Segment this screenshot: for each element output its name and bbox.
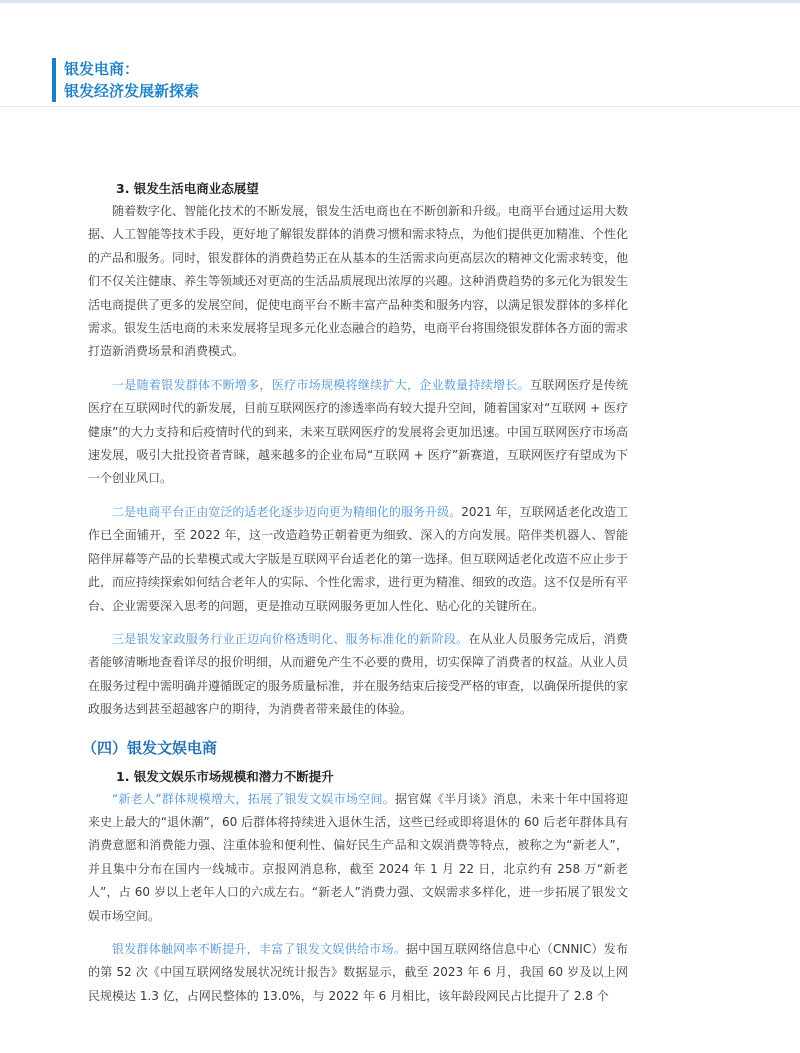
section4-subheading: 1. 银发文娱乐市场规模和潜力不断提升	[116, 768, 334, 784]
page-header	[52, 58, 199, 102]
header-divider	[0, 106, 800, 107]
section3-paragraph-2	[88, 374, 628, 491]
paragraph-body: 互联网医疗是传统医疗在互联网时代的新发展，目前互联网医疗的渗透率尚有较大提升空间，随着国家对“互联网 + 医疗健康”的大力支持和后疫情时代的到来，未来互联网医疗的发展将会更加迅速。中国互联网医疗市场高速发展，吸引大批投资者青睐，越来越多的企业布局“互联网 + 医疗”新赛道，互联网医疗有望成为下一个创业风口。	[88, 377, 628, 486]
paragraph-lead: 二是电商平台正由宽泛的适老化逐步迈向更为精细化的服务升级。	[112, 504, 462, 519]
section3-paragraph-1: 随着数字化、智能化技术的不断发展，银发生活电商也在不断创新和升级。电商平台通过运用大数据、人工智能等技术手段，更好地了解银发群体的消费习惯和需求特点，为他们提供更加精准、个性化的产品和服务。同时，银发群体的消费趋势正在从基本的生活需求向更高层次的精神文化需求转变，他们不仅关注健康、养生等领域还对更高的生活品质展现出浓厚的兴趣。这种消费趋势的多元化为银发生活电商提供了更多的发展空间，促使电商平台不断丰富产品种类和服务内容，以满足银发群体的多样化需求。银发生活电商的未来发展将呈现多元化业态融合的趋势，电商平台将围绕银发群体各方面的需求打造新消费场景和消费模式。	[88, 204, 629, 359]
paragraph-body: 据官媒《半月谈》消息，未来十年中国将迎来史上最大的“退休潮”，60 后群体将持续进入退休生活，这些已经或即将退休的 60 后老年群体具有消费意愿和消费能力强、注重体验和便利性、偏好民生产品和文娱消费等特点，被称之为“新老人”，并且集中分布在国内一线城市。京报网消息称，截至 2024 年 1 月 22 日，北京约有 258 万“新老人”，占 60 岁以上老年人口的六成左右。“新老人”消费力强、文娱需求多样化，进一步拓展了银发文娱市场空间。	[88, 791, 628, 923]
section4-paragraph-2	[88, 938, 628, 1008]
paragraph-lead: 银发群体触网率不断提升，丰富了银发文娱供给市场。	[112, 941, 406, 956]
section3-heading: 3. 银发生活电商业态展望	[116, 181, 259, 196]
top-border	[0, 0, 800, 3]
header-title-line2: 银发经济发展新探索	[64, 82, 200, 100]
section4-heading: （四）银发文娱电商	[82, 738, 218, 757]
article-body	[82, 178, 629, 1008]
paragraph-body: 在从业人员服务完成后，消费者能够清晰地查看详尽的报价明细，从而避免产生不必要的费用，切实保障了消费者的权益。从业人员在服务过程中需明确并遵循既定的服务质量标准，并在服务结束后接受严格的审查，以确保所提供的家政服务达到甚至超越客户的期待，为消费者带来最佳的体验。	[88, 631, 629, 717]
paragraph-lead: 一是随着银发群体不断增多，医疗市场规模将继续扩大，企业数量持续增长。	[112, 377, 530, 392]
paragraph-lead: 三是银发家政服务行业正迈向价格透明化、服务标准化的新阶段。	[112, 631, 469, 646]
paragraph-body: 据中国互联网络信息中心（CNNIC）发布的第 52 次《中国互联网络发展状况统计报告》数据显示，截至 2023 年 6 月，我国 60 岁及以上网民规模达 1.3 亿，占网民整体的 13.0%，与 2022 年 6 月相比，该年龄段网民占比提升了 2.8 个	[88, 941, 628, 1003]
section3-paragraph-4	[88, 628, 628, 722]
header-title-line1: 银发电商：	[64, 60, 140, 78]
paragraph-lead: “新老人”群体规模增大，拓展了银发文娱市场空间。	[112, 791, 396, 806]
paragraph-body: 2021 年，互联网适老化改造工作已全面铺开，至 2022 年，这一改造趋势正朝着更为细致、深入的方向发展。陪伴类机器人、智能陪伴屏幕等产品的长辈模式或大字版是互联网平台适老化的第一选择。但互联网适老化改造不应止步于此，而应持续探索如何结合老年人的实际、个性化需求，进行更为精准、细致的改造。这不仅是所有平台、企业需要深入思考的问题，更是推动互联网服务更加人性化、贴心化的关键所在。	[88, 504, 629, 613]
section3-paragraph-3	[88, 501, 628, 618]
section4-paragraph-1	[88, 788, 628, 928]
